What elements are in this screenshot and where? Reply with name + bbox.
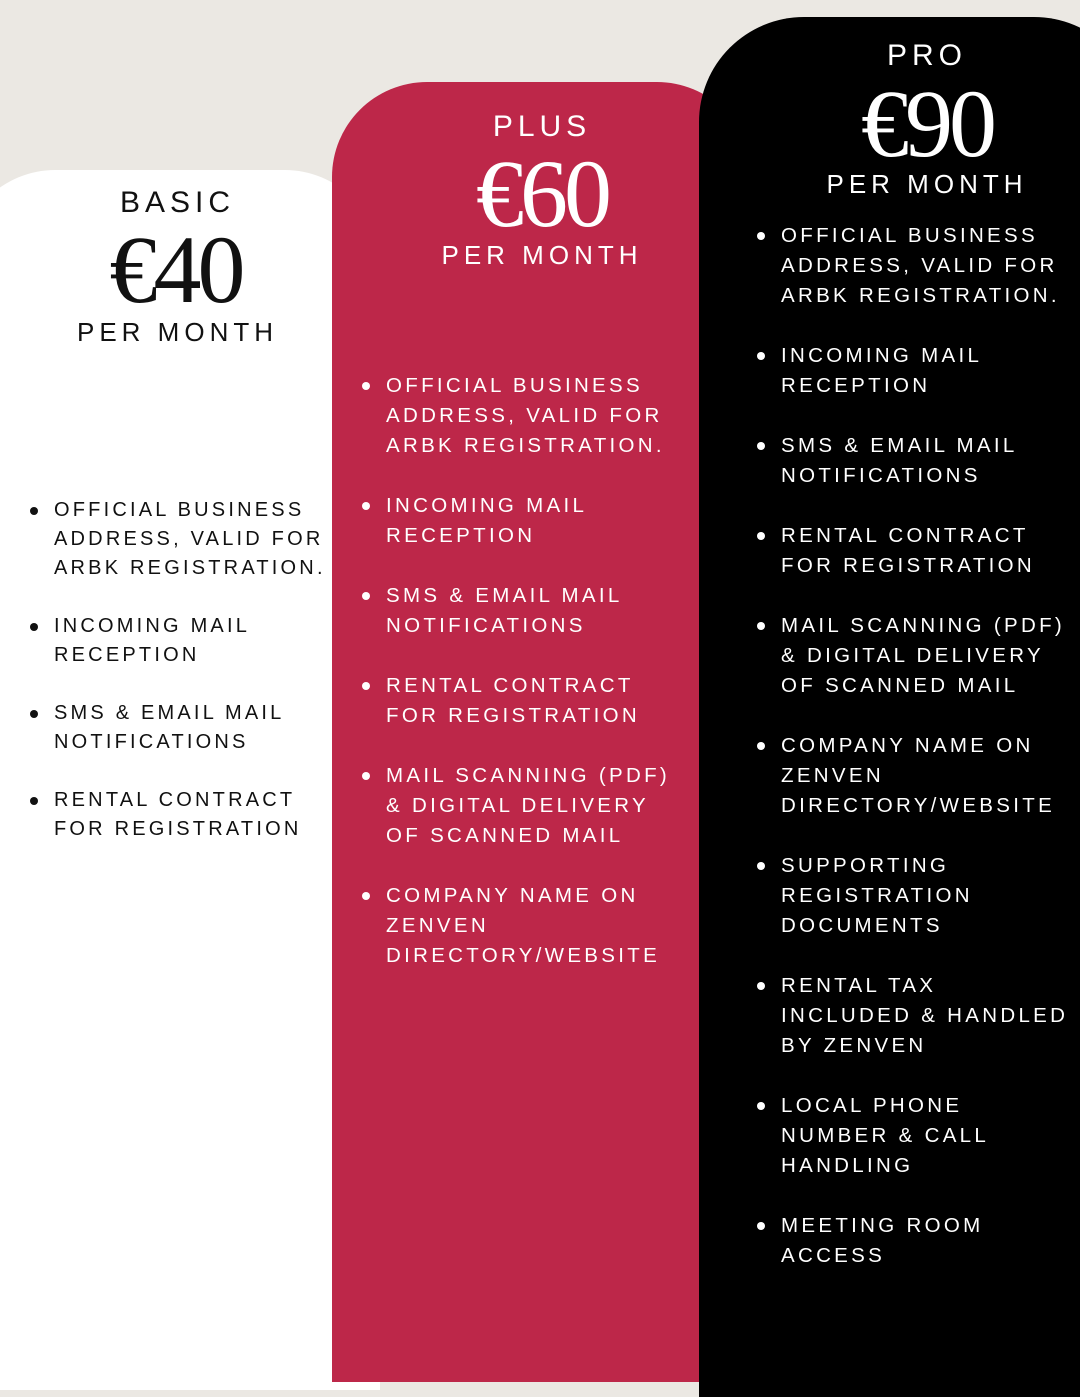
feature-item: INCOMING MAIL RECEPTION [360,491,680,551]
feature-list-plus [360,371,680,1001]
feature-item: LOCAL PHONE NUMBER & CALL HANDLING [755,1091,1075,1181]
feature-item: INCOMING MAIL RECEPTION [28,612,328,670]
feature-item: OFFICIAL BUSINESS ADDRESS, VALID FOR ARBK REGISTRATION. [360,371,680,461]
plan-name-plus: PLUS [492,110,592,143]
feature-item: MEETING ROOM ACCESS [755,1211,1075,1271]
feature-item: RENTAL CONTRACT FOR REGISTRATION [360,671,680,731]
feature-item: SMS & EMAIL MAIL NOTIFICATIONS [28,699,328,757]
feature-list-pro [755,221,1075,1301]
feature-item: RENTAL TAX INCLUDED & HANDLED BY ZENVEN [755,971,1075,1061]
feature-item: OFFICIAL BUSINESS ADDRESS, VALID FOR ARBK REGISTRATION. [28,496,328,583]
feature-item: INCOMING MAIL RECEPTION [755,341,1075,401]
plan-name-pro: PRO [886,39,967,72]
plan-name-basic: BASIC [119,186,236,219]
feature-item: SMS & EMAIL MAIL NOTIFICATIONS [755,431,1075,491]
plan-price-basic: €40 [109,216,242,323]
plan-period-plus: PER MONTH [441,240,643,270]
feature-item: RENTAL CONTRACT FOR REGISTRATION [28,786,328,844]
feature-item: RENTAL CONTRACT FOR REGISTRATION [755,521,1075,581]
plan-period-basic: PER MONTH [77,317,278,347]
feature-item: MAIL SCANNING (PDF) & DIGITAL DELIVERY OF SCANNED MAIL [360,761,680,851]
feature-list-basic [28,496,328,873]
feature-item: SUPPORTING REGISTRATION DOCUMENTS [755,851,1075,941]
plan-price-plus: €60 [476,140,608,247]
plan-period-pro: PER MONTH [826,169,1028,199]
feature-item: OFFICIAL BUSINESS ADDRESS, VALID FOR ARBK REGISTRATION. [755,221,1075,311]
feature-item: COMPANY NAME ON ZENVEN DIRECTORY/WEBSITE [360,881,680,971]
feature-item: SMS & EMAIL MAIL NOTIFICATIONS [360,581,680,641]
feature-item: MAIL SCANNING (PDF) & DIGITAL DELIVERY OF SCANNED MAIL [755,611,1075,701]
feature-item: COMPANY NAME ON ZENVEN DIRECTORY/WEBSITE [755,731,1075,821]
plan-price-pro: €90 [861,70,993,177]
